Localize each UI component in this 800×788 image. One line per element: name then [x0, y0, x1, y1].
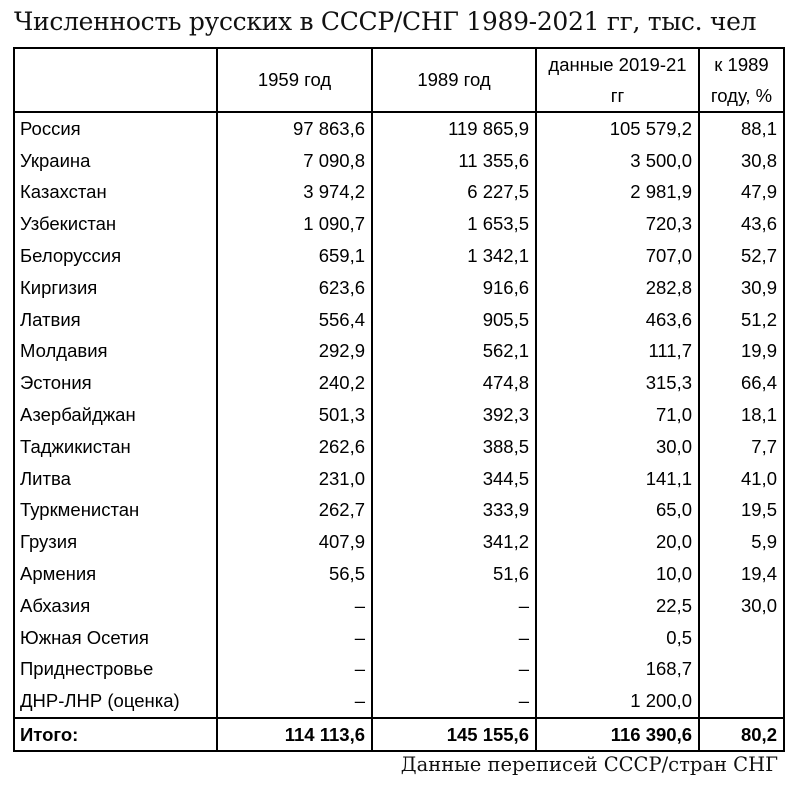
- table-row: [14, 145, 784, 177]
- cell-country: Армения: [14, 558, 217, 590]
- cell-percent: 18,1: [699, 399, 784, 431]
- population-table: [13, 47, 785, 752]
- cell-percent: 30,0: [699, 590, 784, 622]
- cell-percent: 52,7: [699, 240, 784, 272]
- table-row: [14, 208, 784, 240]
- cell-2019-21: 71,0: [536, 399, 699, 431]
- header-1989: 1989 год: [372, 48, 536, 112]
- cell-2019-21: 282,8: [536, 272, 699, 304]
- cell-1959: 56,5: [217, 558, 372, 590]
- header-2019-21: данные 2019-21 гг: [536, 48, 699, 112]
- cell-1959: –: [217, 590, 372, 622]
- cell-percent: 88,1: [699, 112, 784, 145]
- header-country: [14, 48, 217, 112]
- cell-1959: 7 090,8: [217, 145, 372, 177]
- cell-1989: 905,5: [372, 304, 536, 336]
- table-row: [14, 240, 784, 272]
- cell-1989: 1 653,5: [372, 208, 536, 240]
- cell-percent: 30,9: [699, 272, 784, 304]
- cell-1959: 262,6: [217, 431, 372, 463]
- cell-2019-21: 1 200,0: [536, 685, 699, 718]
- table-row: [14, 463, 784, 495]
- cell-1959: 556,4: [217, 304, 372, 336]
- cell-country: Туркменистан: [14, 495, 217, 527]
- page-title: Численность русских в СССР/СНГ 1989-2021 гг, тыс. чел: [14, 7, 757, 36]
- cell-2019-21: 141,1: [536, 463, 699, 495]
- cell-1959: –: [217, 654, 372, 686]
- cell-1989: 474,8: [372, 367, 536, 399]
- cell-percent: 66,4: [699, 367, 784, 399]
- cell-1989: 333,9: [372, 495, 536, 527]
- cell-country: Эстония: [14, 367, 217, 399]
- cell-1989: 344,5: [372, 463, 536, 495]
- total-percent: 80,2: [699, 718, 784, 751]
- table-row: [14, 495, 784, 527]
- cell-country: Латвия: [14, 304, 217, 336]
- cell-1959: 407,9: [217, 526, 372, 558]
- cell-1989: 341,2: [372, 526, 536, 558]
- cell-country: ДНР-ЛНР (оценка): [14, 685, 217, 718]
- table-row: [14, 558, 784, 590]
- header-1959: 1959 год: [217, 48, 372, 112]
- cell-1989: 1 342,1: [372, 240, 536, 272]
- cell-2019-21: 707,0: [536, 240, 699, 272]
- cell-1989: –: [372, 685, 536, 718]
- cell-percent: 5,9: [699, 526, 784, 558]
- cell-2019-21: 463,6: [536, 304, 699, 336]
- cell-country: Белоруссия: [14, 240, 217, 272]
- cell-country: Украина: [14, 145, 217, 177]
- cell-country: Южная Осетия: [14, 622, 217, 654]
- cell-1959: 3 974,2: [217, 177, 372, 209]
- table-row: [14, 431, 784, 463]
- cell-1959: 292,9: [217, 336, 372, 368]
- cell-percent: [699, 685, 784, 718]
- table-row: [14, 685, 784, 718]
- cell-country: Грузия: [14, 526, 217, 558]
- cell-1989: 119 865,9: [372, 112, 536, 145]
- table-row: [14, 590, 784, 622]
- cell-percent: 7,7: [699, 431, 784, 463]
- table-row: [14, 336, 784, 368]
- cell-country: Киргизия: [14, 272, 217, 304]
- cell-2019-21: 0,5: [536, 622, 699, 654]
- table-row: [14, 654, 784, 686]
- cell-1989: –: [372, 590, 536, 622]
- cell-country: Молдавия: [14, 336, 217, 368]
- header-percent: к 1989 году, %: [699, 48, 784, 112]
- table-body: [14, 112, 784, 718]
- table-row: [14, 526, 784, 558]
- cell-percent: [699, 654, 784, 686]
- cell-1959: –: [217, 622, 372, 654]
- cell-country: Приднестровье: [14, 654, 217, 686]
- cell-percent: 47,9: [699, 177, 784, 209]
- cell-1959: 501,3: [217, 399, 372, 431]
- cell-1989: 11 355,6: [372, 145, 536, 177]
- cell-2019-21: 111,7: [536, 336, 699, 368]
- cell-1959: 231,0: [217, 463, 372, 495]
- table-row: [14, 272, 784, 304]
- cell-2019-21: 65,0: [536, 495, 699, 527]
- table-row: [14, 304, 784, 336]
- table-row: [14, 399, 784, 431]
- total-1959: 114 113,6: [217, 718, 372, 751]
- cell-country: Россия: [14, 112, 217, 145]
- total-label: Итого:: [14, 718, 217, 751]
- table-row: [14, 177, 784, 209]
- cell-1959: 262,7: [217, 495, 372, 527]
- cell-1989: –: [372, 654, 536, 686]
- total-2019-21: 116 390,6: [536, 718, 699, 751]
- total-row: [14, 718, 784, 751]
- cell-1959: 1 090,7: [217, 208, 372, 240]
- cell-percent: 19,5: [699, 495, 784, 527]
- total-1989: 145 155,6: [372, 718, 536, 751]
- cell-2019-21: 2 981,9: [536, 177, 699, 209]
- cell-1959: 623,6: [217, 272, 372, 304]
- cell-2019-21: 30,0: [536, 431, 699, 463]
- cell-2019-21: 22,5: [536, 590, 699, 622]
- cell-1959: 659,1: [217, 240, 372, 272]
- cell-1959: –: [217, 685, 372, 718]
- cell-1989: 6 227,5: [372, 177, 536, 209]
- cell-2019-21: 105 579,2: [536, 112, 699, 145]
- cell-1989: 388,5: [372, 431, 536, 463]
- cell-percent: 19,4: [699, 558, 784, 590]
- cell-country: Таджикистан: [14, 431, 217, 463]
- cell-1989: –: [372, 622, 536, 654]
- table-header-row: [14, 48, 784, 112]
- table-row: [14, 622, 784, 654]
- cell-2019-21: 168,7: [536, 654, 699, 686]
- table-row: [14, 112, 784, 145]
- cell-1959: 97 863,6: [217, 112, 372, 145]
- cell-percent: 51,2: [699, 304, 784, 336]
- cell-percent: [699, 622, 784, 654]
- cell-1959: 240,2: [217, 367, 372, 399]
- cell-percent: 41,0: [699, 463, 784, 495]
- cell-2019-21: 3 500,0: [536, 145, 699, 177]
- source-note: Данные переписей СССР/стран СНГ: [400, 753, 778, 776]
- cell-country: Казахстан: [14, 177, 217, 209]
- cell-country: Азербайджан: [14, 399, 217, 431]
- cell-percent: 30,8: [699, 145, 784, 177]
- cell-1989: 916,6: [372, 272, 536, 304]
- cell-1989: 562,1: [372, 336, 536, 368]
- cell-percent: 43,6: [699, 208, 784, 240]
- cell-1989: 392,3: [372, 399, 536, 431]
- cell-country: Литва: [14, 463, 217, 495]
- table-row: [14, 367, 784, 399]
- cell-country: Абхазия: [14, 590, 217, 622]
- cell-2019-21: 20,0: [536, 526, 699, 558]
- cell-2019-21: 10,0: [536, 558, 699, 590]
- cell-1989: 51,6: [372, 558, 536, 590]
- cell-country: Узбекистан: [14, 208, 217, 240]
- cell-percent: 19,9: [699, 336, 784, 368]
- cell-2019-21: 720,3: [536, 208, 699, 240]
- cell-2019-21: 315,3: [536, 367, 699, 399]
